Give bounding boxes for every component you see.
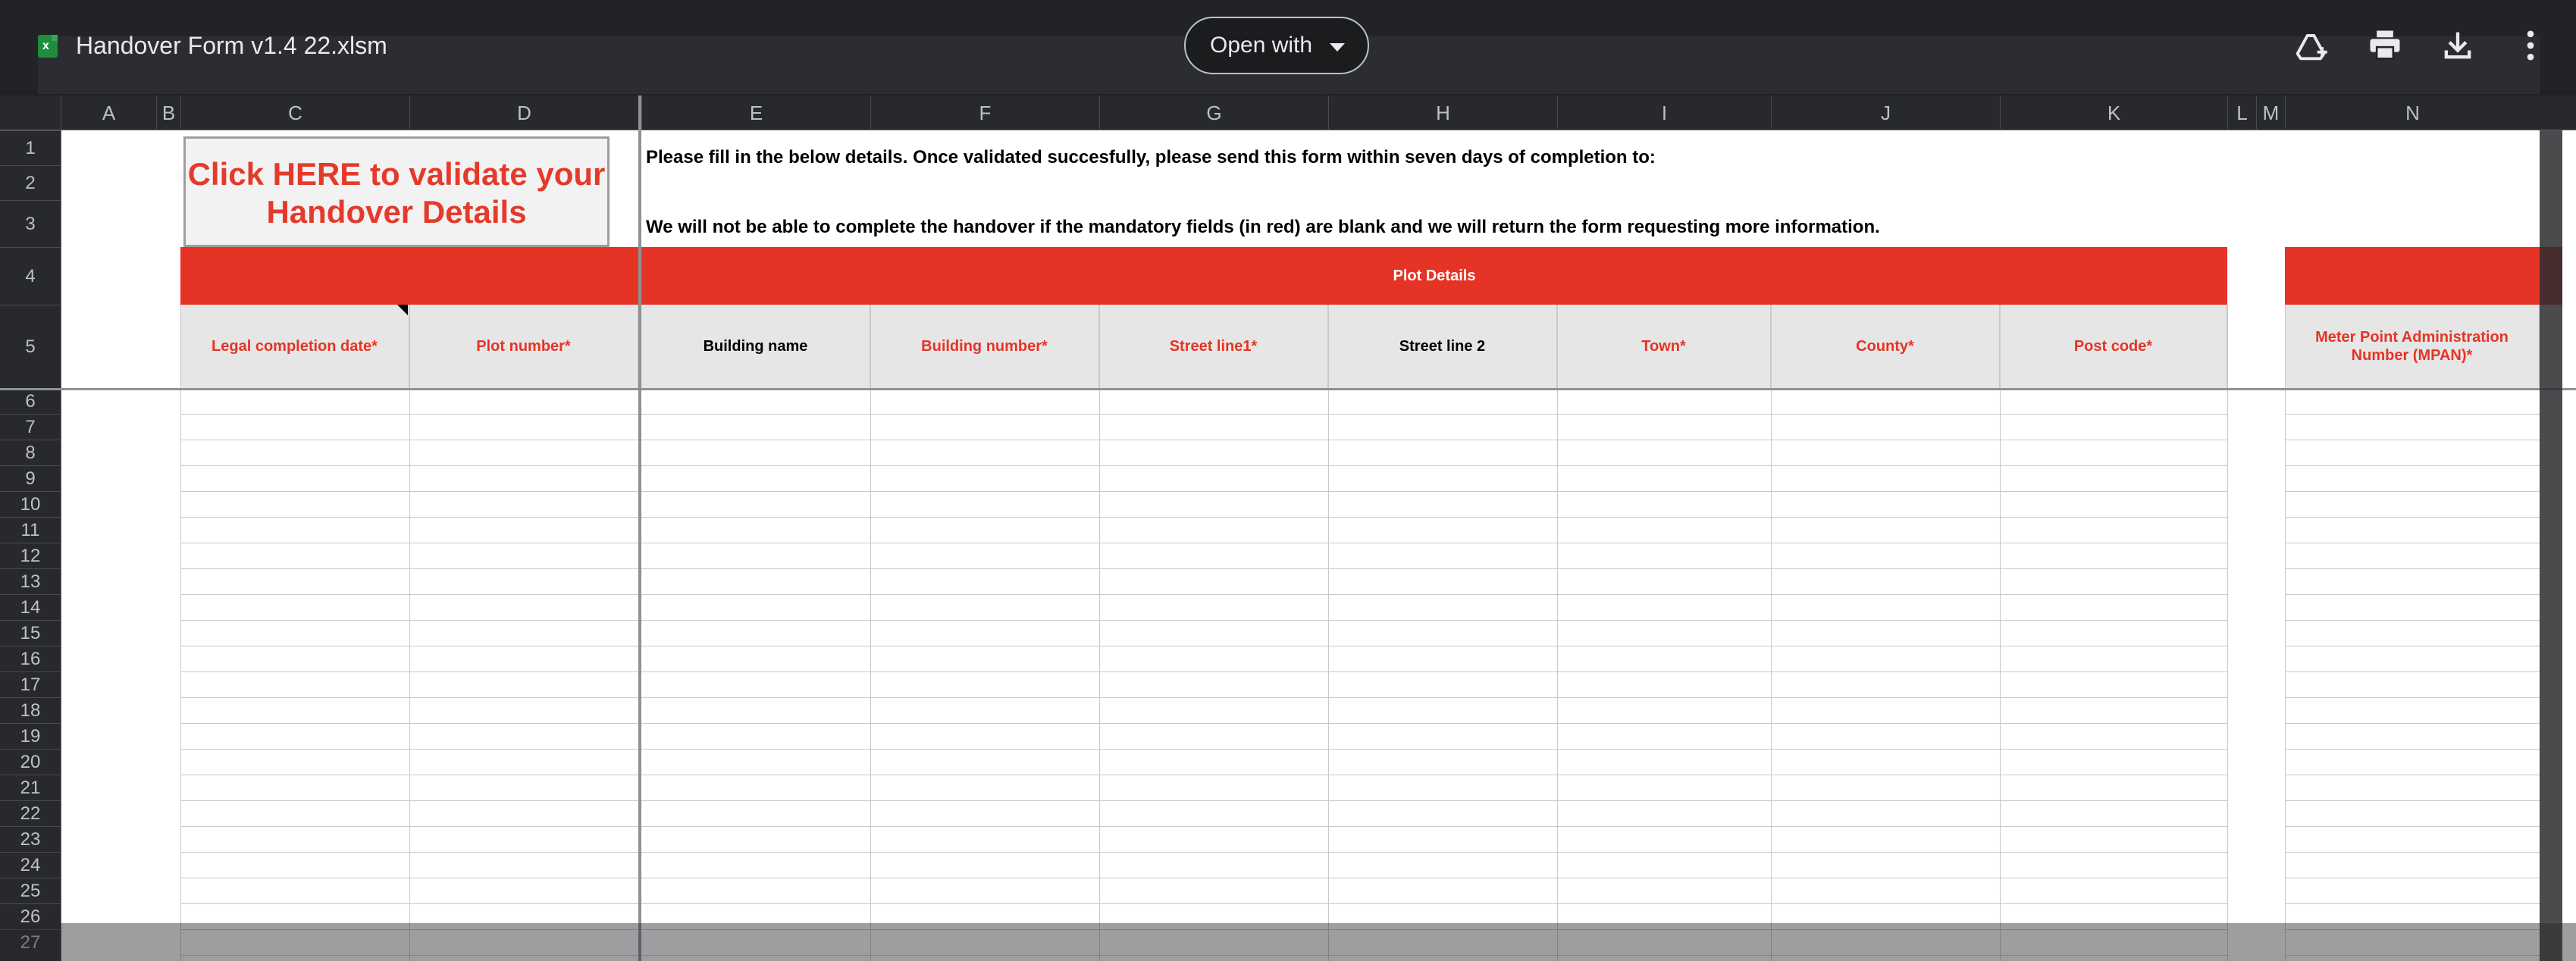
row-header-1[interactable]: 1 xyxy=(0,130,61,165)
row-header-3[interactable]: 3 xyxy=(0,200,61,247)
mpan-band xyxy=(2285,247,2562,305)
row-header-22[interactable]: 22 xyxy=(0,800,61,826)
file-title: Handover Form v1.4 22.xlsm xyxy=(76,32,387,59)
validate-handover-button[interactable]: Click HERE to validate your Handover Details xyxy=(183,136,610,247)
column-header-k[interactable]: K xyxy=(2000,95,2227,130)
row-header-19[interactable]: 19 xyxy=(0,723,61,749)
row-header-20[interactable]: 20 xyxy=(0,749,61,775)
spreadsheet[interactable] xyxy=(0,95,2576,961)
column-header-c[interactable]: C xyxy=(180,95,409,130)
bottom-overlay xyxy=(0,923,2576,961)
row-header-13[interactable]: 13 xyxy=(0,568,61,594)
row-header-11[interactable]: 11 xyxy=(0,517,61,543)
row-header-8[interactable]: 8 xyxy=(0,440,61,465)
open-with-label: Open with xyxy=(1210,33,1313,58)
print-icon[interactable] xyxy=(2365,26,2405,65)
row-header-7[interactable]: 7 xyxy=(0,414,61,440)
row-header-2[interactable]: 2 xyxy=(0,165,61,200)
frozen-column-divider[interactable] xyxy=(638,95,641,961)
open-with-button[interactable] xyxy=(1184,17,1369,74)
column-header-i[interactable]: I xyxy=(1557,95,1771,130)
vertical-scrollbar-track[interactable] xyxy=(2540,130,2562,961)
row-header-17[interactable]: 17 xyxy=(0,671,61,697)
add-to-drive-icon[interactable] xyxy=(2291,26,2330,65)
row-header-9[interactable]: 9 xyxy=(0,465,61,491)
header-street-line1[interactable]: Street line1* xyxy=(1099,305,1328,388)
cell-note-indicator[interactable] xyxy=(397,305,408,315)
row-header-23[interactable]: 23 xyxy=(0,826,61,852)
frozen-row-divider[interactable] xyxy=(0,388,2576,390)
row-header-18[interactable]: 18 xyxy=(0,697,61,723)
excel-file-icon: x xyxy=(38,35,58,58)
row-header-24[interactable]: 24 xyxy=(0,852,61,878)
row-header-25[interactable]: 25 xyxy=(0,878,61,903)
header-town[interactable]: Town* xyxy=(1557,305,1771,388)
row-header-12[interactable]: 12 xyxy=(0,543,61,568)
header-plot-number[interactable]: Plot number* xyxy=(409,305,638,388)
column-header-f[interactable]: F xyxy=(870,95,1099,130)
instruction-mandatory-fields: We will not be able to complete the handover if the mandatory fields (in red) are blank and we will return the form requesting more information. xyxy=(646,217,1880,237)
red-band-left xyxy=(180,247,641,305)
viewer-toolbar xyxy=(0,0,2576,91)
header-legal-completion-date[interactable]: Legal completion date* xyxy=(180,305,409,388)
row-header-10[interactable]: 10 xyxy=(0,491,61,517)
column-header-b[interactable]: B xyxy=(156,95,180,130)
column-header-d[interactable]: D xyxy=(409,95,638,130)
row-header-26[interactable]: 26 xyxy=(0,903,61,929)
row-header-6[interactable]: 6 xyxy=(0,388,61,414)
row-header-4[interactable]: 4 xyxy=(0,247,61,305)
column-header-n[interactable]: N xyxy=(2285,95,2540,130)
header-mpan[interactable]: Meter Point Administration Number (MPAN)* xyxy=(2285,305,2540,388)
column-header-h[interactable]: H xyxy=(1328,95,1557,130)
row-header-5[interactable]: 5 xyxy=(0,305,61,388)
row-header-15[interactable]: 15 xyxy=(0,620,61,646)
column-header-m[interactable]: M xyxy=(2256,95,2285,130)
column-header-e[interactable]: E xyxy=(641,95,870,130)
header-street-line2[interactable]: Street line 2 xyxy=(1328,305,1557,388)
row-header-16[interactable]: 16 xyxy=(0,646,61,671)
row-header-21[interactable]: 21 xyxy=(0,775,61,800)
header-county[interactable]: County* xyxy=(1771,305,2000,388)
instruction-send-form: Please fill in the below details. Once validated succesfully, please send this form within seven days of completion to: xyxy=(646,147,1656,167)
column-header-g[interactable]: G xyxy=(1099,95,1328,130)
header-post-code[interactable]: Post code* xyxy=(2000,305,2227,388)
column-header-j[interactable]: J xyxy=(1771,95,2000,130)
plot-details-title: Plot Details xyxy=(1393,268,1476,284)
row-header-27[interactable]: 27 xyxy=(0,929,61,955)
caret-down-icon xyxy=(1330,43,1345,52)
column-header-a[interactable]: A xyxy=(61,95,156,130)
download-icon[interactable] xyxy=(2438,26,2477,65)
header-building-number[interactable]: Building number* xyxy=(870,305,1099,388)
header-building-name[interactable]: Building name xyxy=(641,305,870,388)
row-header-14[interactable]: 14 xyxy=(0,594,61,620)
column-header-l[interactable]: L xyxy=(2227,95,2256,130)
more-vert-icon[interactable] xyxy=(2511,26,2550,65)
